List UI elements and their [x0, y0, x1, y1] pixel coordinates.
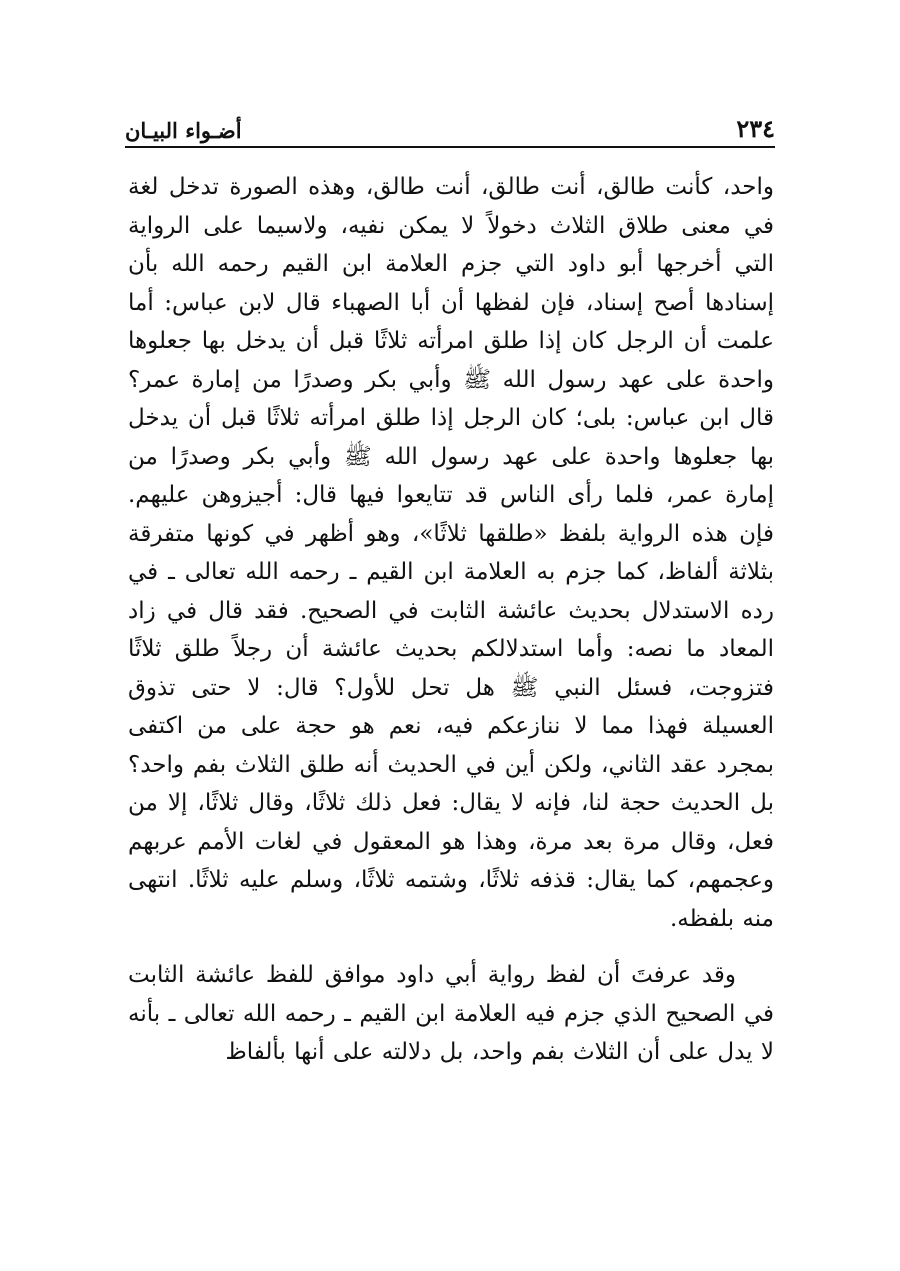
paragraph-1: واحد، كأنت طالق، أنت طالق، أنت طالق، وهذه الصورة تدخل لغة في معنى طلاق الثلاث دخولاً لا يمكن نفيه، ولاسيما على الرواية التي أخرجها أبو داود التي جزم العلامة ابن القيم رحمه الله بأن إسنادها أصح إسناد، فإن لفظها أن أبا الصهباء قال لابن عباس: أما علمت أن الرجل كان إذا طلق امرأته ثلاثًا قبل أن يدخل بها جعلوها واحدة على عهد رسول الله ﷺ وأبي بكر وصدرًا من إمارة عمر؟ قال ابن عباس: بلى؛ كان الرجل إذا طلق امرأته ثلاثًا قبل أن يدخل بها جعلوها واحدة على عهد رسول الله ﷺ وأبي بكر وصدرًا من إمارة عمر، فلما رأى الناس قد تتايعوا فيها قال: أجيزوهن عليهم. فإن هذه الرواية بلفظ «طلقها ثلاثًا»، وهو أظهر في كونها متفرقة بثلاثة ألفاظ، كما جزم به العلامة ابن القيم ـ رحمه الله تعالى ـ في رده الاستدلال بحديث عائشة الثابت في الصحيح. فقد قال في زاد المعاد ما نصه: وأما استدلالكم بحديث عائشة أن رجلاً طلق ثلاثًا فتزوجت، فسئل النبي ﷺ هل تحل للأول؟ قال: لا حتى تذوق العسيلة فهذا مما لا ننازعكم فيه، نعم هو حجة على من اكتفى بمجرد عقد الثاني، ولكن أين في الحديث أنه طلق الثلاث بفم واحد؟ بل الحديث حجة لنا، فإنه لا يقال: فعل ذلك ثلاثًا، وقال ثلاثًا، إلا من فعل، وقال مرة بعد مرة، وهذا هو المعقول في لغات الأمم عربهم وعجمهم، كما يقال: قذفه ثلاثًا، وشتمه ثلاثًا، وسلم عليه ثلاثًا. انتهى منه بلفظه. [128, 174, 774, 932]
page-number: ٢٣٤ [736, 114, 775, 143]
running-header [125, 106, 775, 148]
page-body [128, 168, 774, 1072]
book-title: أضـواء البيـان [125, 118, 242, 143]
paragraph-2: وقد عرفتَ أن لفظ رواية أبي داود موافق للفظ عائشة الثابت في الصحيح الذي جزم فيه العلامة ابن القيم ـ رحمه الله تعالى ـ بأنه لا يدل على أن الثلاث بفم واحد، بل دلالته على أنها بألفاظ [128, 962, 774, 1065]
